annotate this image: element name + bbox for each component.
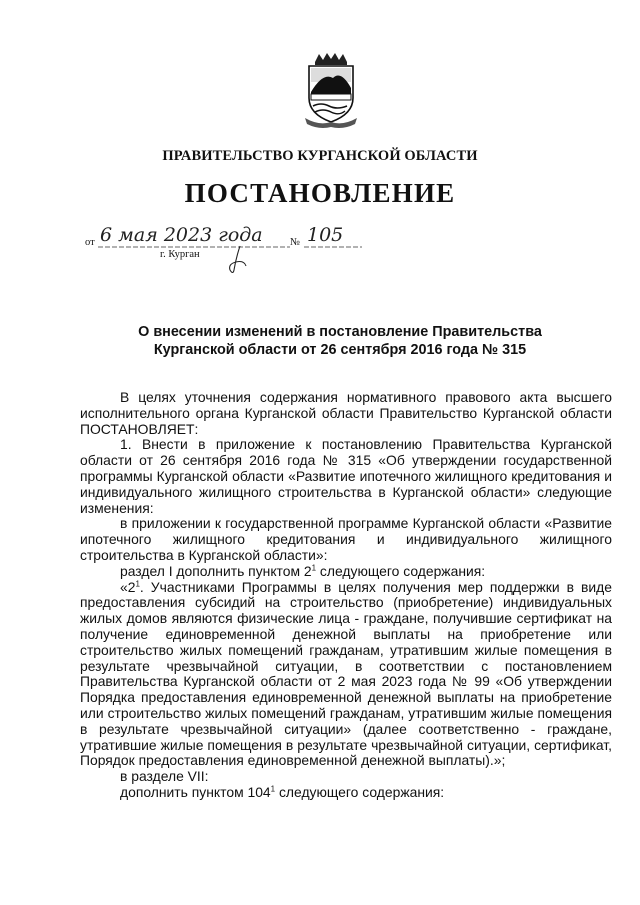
- number-underline: [304, 244, 362, 250]
- section-1-superscript: 1: [311, 563, 317, 573]
- from-label: от: [85, 237, 95, 248]
- point-2-1-number: «2: [120, 578, 136, 595]
- handwritten-signature-mark: [222, 244, 252, 276]
- handwritten-number: 105: [307, 224, 344, 246]
- city-label: г. Курган: [160, 249, 200, 260]
- number-label: №: [290, 237, 301, 248]
- heading-line-1: О внесении изменений в постановление Правительства: [138, 324, 542, 340]
- document-heading: [80, 323, 600, 359]
- point-104-text: дополнить пунктом 104: [120, 783, 271, 800]
- section-1-text: раздел I дополнить пунктом 2: [120, 562, 312, 579]
- paragraph-add-point-104-1: [80, 785, 612, 801]
- paragraph-section-1: [80, 564, 612, 580]
- point-2-1-text: . Участниками Программы в целях получения мер поддержки в виде предоставления субсидий на строительство (приобретение) индивидуальных жилых домов являются физические лица - граждане, получившие сертификат на получение единовременной денежной выплаты на приобретение или строительство жилых помещений гражданам, утратившим жилые помещения в результате чрезвычайной ситуации, в соответствии с постановлением Правительства Курганской области от 2 мая 2023 года № 99 «Об утверждении Порядка предоставления единовременной денежной выплаты на приобретение или строительство жилых помещений гражданам, утратившим жилые помещения в результате чрезвычайной ситуации» (далее соответственно - граждане, утратившие жилые помещения в результате чрезвычайной ситуации, сертификат, Порядок предоставления единовременной денежной выплаты).»;: [80, 578, 612, 769]
- government-name: ПРАВИТЕЛЬСТВО КУРГАНСКОЙ ОБЛАСТИ: [162, 148, 478, 164]
- section-1-text-end: следующего содержания:: [316, 562, 486, 579]
- document-body: [80, 390, 612, 801]
- paragraph-point-2-1: [80, 580, 612, 770]
- point-104-superscript: 1: [270, 784, 276, 794]
- point-2-1-superscript: 1: [135, 578, 140, 588]
- paragraph-annex: в приложении к государственной программе Курганской области «Развитие ипотечного жилищного кредитования и индивидуального жилищного строительства в Курганской области»:: [80, 515, 612, 563]
- point-104-text-end: следующего содержания:: [275, 783, 445, 800]
- paragraph-section-7: в разделе VII:: [120, 768, 209, 785]
- document-type-title: ПОСТАНОВЛЕНИЕ: [184, 178, 456, 208]
- handwritten-date: 6 мая 2023 года: [100, 224, 263, 246]
- paragraph-preamble: В целях уточнения содержания нормативного правового акта высшего исполнительного органа Курганской области Правительство Курганской области ПОСТАНОВЛЯЕТ:: [80, 389, 612, 437]
- paragraph-item-1: 1. Внести в приложение к постановлению Правительства Курганской области от 26 сентября 2016 года № 315 «Об утверждении государственной программы Курганской области «Развитие ипотечного жилищного кредитования и индивидуального жилищного строительства в Курганской области» следующие изменения:: [80, 436, 612, 516]
- heading-line-2: Курганской области от 26 сентября 2016 года № 315: [153, 342, 527, 358]
- kurgan-coat-of-arms-emblem: [301, 52, 361, 130]
